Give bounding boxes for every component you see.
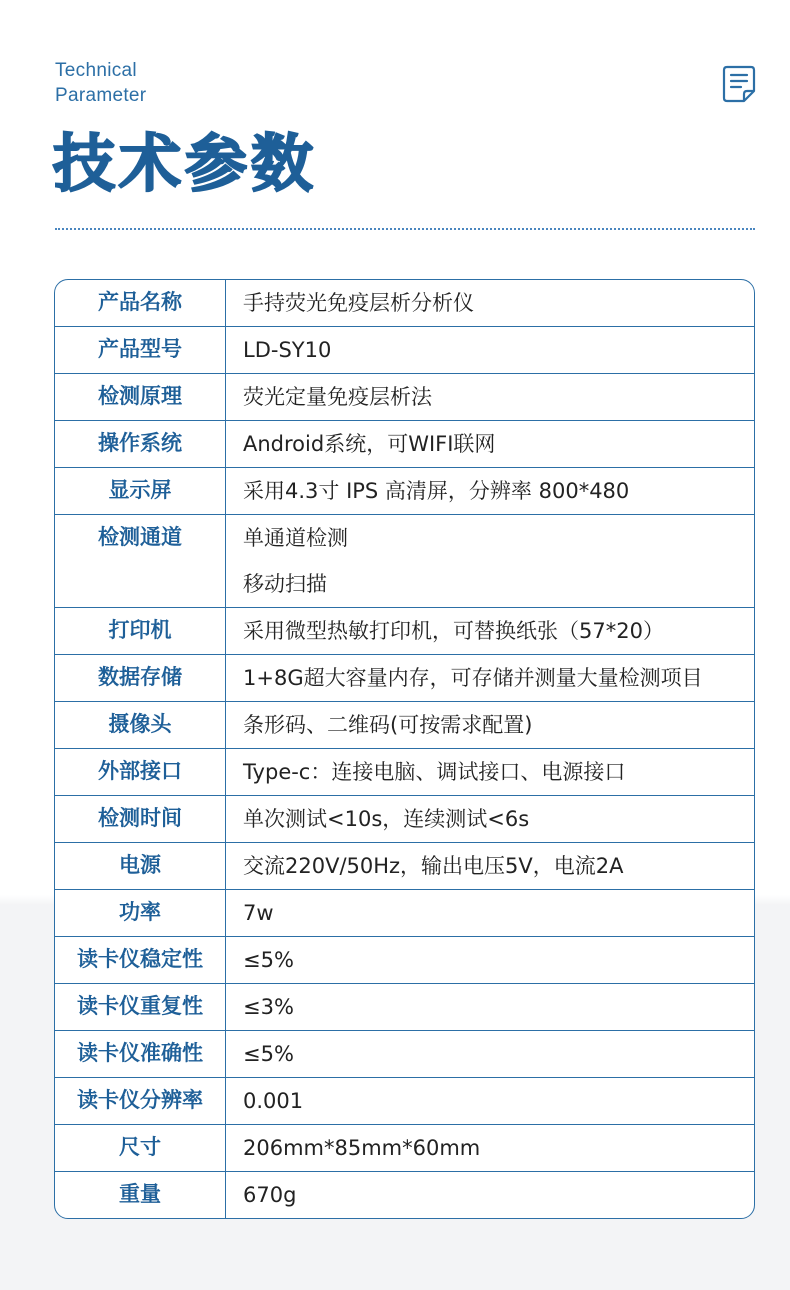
table-row xyxy=(55,514,754,607)
row-value-cell xyxy=(226,890,754,936)
row-label: 摄像头 xyxy=(108,712,172,736)
document-list-icon xyxy=(722,64,756,104)
row-value-cell xyxy=(226,843,754,889)
row-value: 单次测试<10s，连续测试<6s xyxy=(243,807,530,831)
row-value-cell xyxy=(226,937,754,983)
row-value-cell xyxy=(226,702,754,748)
row-label: 电源 xyxy=(119,853,161,877)
row-value-cell xyxy=(226,280,754,326)
row-label-cell xyxy=(55,937,226,983)
row-label: 检测时间 xyxy=(98,806,182,830)
dotted-divider xyxy=(55,228,755,230)
table-row xyxy=(55,1124,754,1171)
row-label-cell xyxy=(55,1125,226,1171)
row-value-cell xyxy=(226,796,754,842)
row-label-cell xyxy=(55,515,226,607)
row-label: 读卡仪重复性 xyxy=(77,994,203,1018)
row-value-cell xyxy=(226,327,754,373)
row-label-cell xyxy=(55,702,226,748)
row-value-cell xyxy=(226,468,754,514)
table-row xyxy=(55,280,754,326)
english-title-line-2: Parameter xyxy=(55,85,147,106)
table-row xyxy=(55,607,754,654)
row-label: 显示屏 xyxy=(108,478,172,502)
row-label: 操作系统 xyxy=(98,431,182,455)
table-row xyxy=(55,467,754,514)
row-value: 采用4.3寸 IPS 高清屏，分辨率 800*480 xyxy=(243,479,630,503)
row-label-cell xyxy=(55,655,226,701)
row-value: Type-c：连接电脑、调试接口、电源接口 xyxy=(243,760,626,784)
table-row xyxy=(55,701,754,748)
row-label: 产品型号 xyxy=(98,337,182,361)
row-value: ≤5% xyxy=(243,1042,294,1066)
row-label: 尺寸 xyxy=(119,1135,161,1159)
english-title-line-1: Technical xyxy=(55,60,137,81)
row-label: 重量 xyxy=(119,1182,161,1206)
row-label: 读卡仪准确性 xyxy=(77,1041,203,1065)
row-label-cell xyxy=(55,843,226,889)
row-label-cell xyxy=(55,280,226,326)
row-value-cell xyxy=(226,984,754,1030)
table-row xyxy=(55,795,754,842)
spec-table xyxy=(54,279,755,1219)
table-row xyxy=(55,326,754,373)
row-label-cell xyxy=(55,327,226,373)
row-label: 功率 xyxy=(119,900,161,924)
row-value: 交流220V/50Hz，输出电压5V，电流2A xyxy=(243,854,624,878)
row-value: 1+8G超大容量内存，可存储并测量大量检测项目 xyxy=(243,666,703,690)
row-label: 外部接口 xyxy=(98,759,182,783)
row-value-cell xyxy=(226,515,754,607)
row-label: 打印机 xyxy=(108,618,172,642)
row-label: 检测原理 xyxy=(98,384,182,408)
row-value-cell xyxy=(226,1125,754,1171)
row-label-cell xyxy=(55,890,226,936)
row-label-cell xyxy=(55,1172,226,1218)
row-value: ≤5% xyxy=(243,948,294,972)
row-label-cell xyxy=(55,984,226,1030)
row-value-cell xyxy=(226,655,754,701)
row-value: 荧光定量免疫层析法 xyxy=(243,385,432,409)
table-row xyxy=(55,983,754,1030)
row-label-cell xyxy=(55,608,226,654)
table-row xyxy=(55,1030,754,1077)
row-value-cell xyxy=(226,608,754,654)
row-value: 移动扫描 xyxy=(243,572,327,596)
row-value: 采用微型热敏打印机，可替换纸张（57*20） xyxy=(243,619,664,643)
page-title: 技术参数 xyxy=(53,127,318,200)
row-label: 检测通道 xyxy=(98,525,182,549)
row-label-cell xyxy=(55,421,226,467)
row-value-cell xyxy=(226,1031,754,1077)
row-value: 7w xyxy=(243,901,274,925)
row-value: LD-SY10 xyxy=(243,338,332,362)
row-label: 数据存储 xyxy=(98,665,182,689)
row-value: 单通道检测 xyxy=(243,526,348,550)
row-label-cell xyxy=(55,1078,226,1124)
row-value: 条形码、二维码(可按需求配置) xyxy=(243,713,533,737)
row-value-cell xyxy=(226,1078,754,1124)
row-label: 产品名称 xyxy=(98,290,182,314)
table-row xyxy=(55,889,754,936)
row-value: 手持荧光免疫层析分析仪 xyxy=(243,291,474,315)
row-label-cell xyxy=(55,749,226,795)
row-value-cell xyxy=(226,1172,754,1218)
table-row xyxy=(55,654,754,701)
row-label-cell xyxy=(55,374,226,420)
table-row xyxy=(55,1077,754,1124)
table-row xyxy=(55,420,754,467)
table-row xyxy=(55,936,754,983)
table-row xyxy=(55,373,754,420)
english-title xyxy=(55,58,146,108)
row-value-cell xyxy=(226,374,754,420)
row-label: 读卡仪分辨率 xyxy=(77,1088,203,1112)
row-value: 670g xyxy=(243,1183,297,1207)
row-value: 206mm*85mm*60mm xyxy=(243,1136,481,1160)
row-label: 读卡仪稳定性 xyxy=(77,947,203,971)
row-value: ≤3% xyxy=(243,995,294,1019)
row-value-cell xyxy=(226,421,754,467)
table-row xyxy=(55,842,754,889)
row-value-cell xyxy=(226,749,754,795)
row-label-cell xyxy=(55,468,226,514)
row-label-cell xyxy=(55,796,226,842)
table-row xyxy=(55,1171,754,1218)
row-value: 0.001 xyxy=(243,1089,304,1113)
table-row xyxy=(55,748,754,795)
row-label-cell xyxy=(55,1031,226,1077)
row-value: Android系统，可WIFI联网 xyxy=(243,432,496,456)
